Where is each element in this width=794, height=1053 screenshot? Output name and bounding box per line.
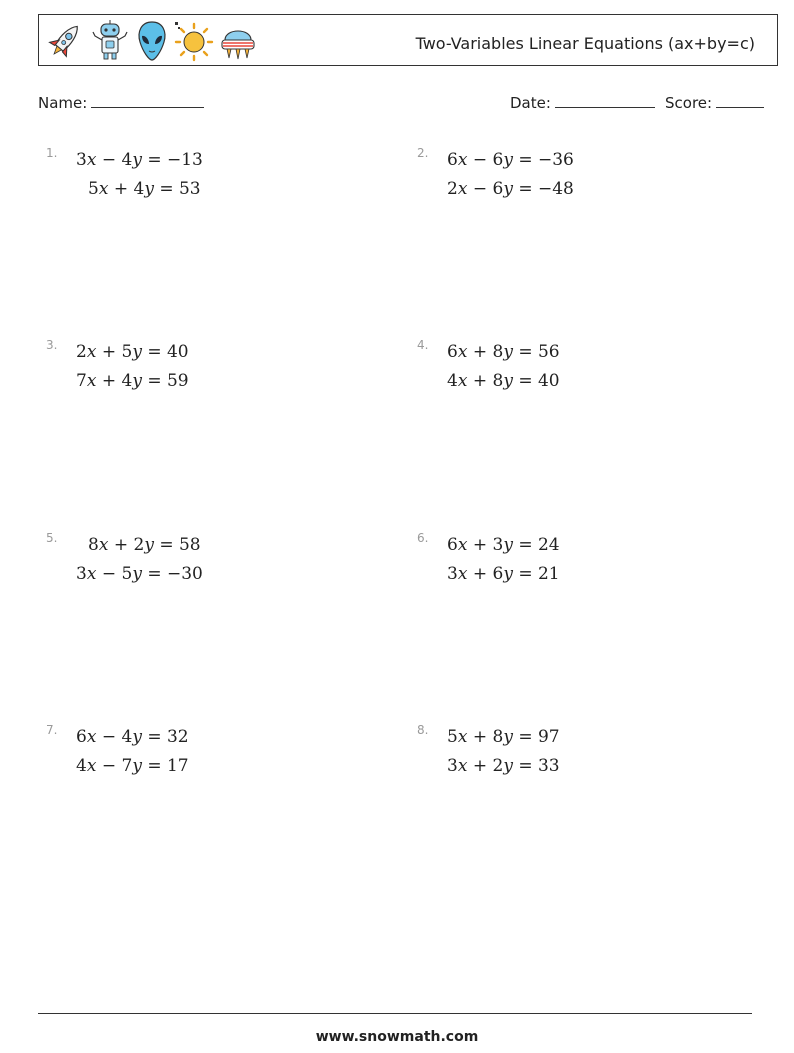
rhs: 59	[166, 371, 189, 391]
equation-1: 6x − 4y = 32	[76, 727, 189, 747]
equation-1: 8x + 2y = 58	[88, 535, 201, 555]
rhs: 56	[537, 342, 560, 362]
equation-2: 4x − 7y = 17	[76, 756, 189, 776]
equation-2: 7x + 4y = 59	[76, 371, 189, 391]
operator: +	[113, 179, 129, 199]
equation-1: 6x + 8y = 56	[447, 342, 560, 362]
var-y: y	[132, 371, 142, 391]
var-x: x	[86, 727, 97, 747]
rhs: 58	[178, 535, 201, 555]
coef-y: 2	[133, 535, 145, 555]
coef-y: 4	[133, 179, 145, 199]
date-field	[510, 93, 655, 112]
coef-y: 4	[121, 727, 133, 747]
var-x: x	[457, 727, 468, 747]
coef-x: 5	[88, 179, 99, 199]
problem-number: 8.	[417, 723, 429, 737]
problem-number: 2.	[417, 146, 429, 160]
equation-2: 3x + 2y = 33	[447, 756, 560, 776]
operator: +	[472, 371, 488, 391]
rhs: 97	[537, 727, 560, 747]
worksheet-title: Two-Variables Linear Equations (ax+by=c)	[415, 34, 755, 53]
coef-y: 3	[492, 535, 504, 555]
coef-x: 6	[447, 150, 458, 170]
coef-x: 3	[447, 564, 458, 584]
problem-number: 5.	[46, 531, 58, 545]
equation-1: 3x − 4y = −13	[76, 150, 203, 170]
var-y: y	[503, 371, 513, 391]
robot-icon	[89, 18, 131, 64]
var-x: x	[457, 179, 468, 199]
var-y: y	[503, 727, 513, 747]
rhs: 53	[178, 179, 201, 199]
equation-2: 3x + 6y = 21	[447, 564, 560, 584]
coef-x: 2	[447, 179, 458, 199]
score-field	[665, 93, 764, 112]
rocket-icon	[43, 18, 87, 64]
coef-y: 6	[492, 564, 504, 584]
worksheet-header	[38, 14, 778, 66]
coef-y: 8	[492, 342, 504, 362]
footer-divider	[38, 1013, 752, 1014]
equation-1: 6x − 6y = −36	[447, 150, 574, 170]
var-x: x	[98, 179, 109, 199]
var-x: x	[457, 371, 468, 391]
equation-1: 5x + 8y = 97	[447, 727, 560, 747]
operator: −	[101, 756, 117, 776]
coef-y: 4	[121, 150, 133, 170]
coef-y: 8	[492, 727, 504, 747]
equation-2: 3x − 5y = −30	[76, 564, 203, 584]
equation-2: 2x − 6y = −48	[447, 179, 574, 199]
problem-number: 1.	[46, 146, 58, 160]
name-label: Name:	[38, 94, 88, 112]
coef-x: 6	[447, 535, 458, 555]
rhs: 40	[537, 371, 560, 391]
var-y: y	[144, 179, 154, 199]
date-label: Date:	[510, 94, 551, 112]
rhs: −13	[166, 150, 203, 170]
coef-x: 2	[76, 342, 87, 362]
var-x: x	[457, 150, 468, 170]
operator: +	[101, 371, 117, 391]
operator: −	[472, 150, 488, 170]
var-y: y	[132, 727, 142, 747]
coef-x: 7	[76, 371, 87, 391]
header-icons	[43, 18, 259, 64]
operator: +	[472, 535, 488, 555]
var-x: x	[457, 564, 468, 584]
var-y: y	[503, 179, 513, 199]
coef-y: 7	[121, 756, 133, 776]
var-y: y	[503, 535, 513, 555]
coef-x: 3	[76, 564, 87, 584]
coef-x: 6	[447, 342, 458, 362]
footer-site-link[interactable]: www.snowmath.com	[315, 1029, 479, 1045]
var-x: x	[86, 342, 97, 362]
coef-y: 8	[492, 371, 504, 391]
name-field	[38, 93, 204, 112]
var-x: x	[457, 535, 468, 555]
problem-number: 4.	[417, 338, 429, 352]
var-y: y	[503, 342, 513, 362]
var-y: y	[132, 756, 142, 776]
score-label: Score:	[665, 94, 713, 112]
var-x: x	[457, 342, 468, 362]
operator: +	[472, 756, 488, 776]
var-y: y	[503, 150, 513, 170]
rhs: 21	[537, 564, 560, 584]
var-y: y	[132, 150, 142, 170]
operator: −	[101, 564, 117, 584]
sun-icon	[173, 18, 215, 64]
name-blank[interactable]	[91, 93, 204, 108]
coef-x: 4	[76, 756, 87, 776]
rhs: 40	[166, 342, 189, 362]
operator: +	[472, 727, 488, 747]
equation-1: 6x + 3y = 24	[447, 535, 560, 555]
rhs: 33	[537, 756, 560, 776]
coef-x: 4	[447, 371, 458, 391]
operator: −	[101, 727, 117, 747]
coef-x: 6	[76, 727, 87, 747]
coef-y: 5	[121, 342, 133, 362]
coef-x: 5	[447, 727, 458, 747]
coef-y: 6	[492, 150, 504, 170]
problem-number: 3.	[46, 338, 58, 352]
coef-y: 2	[492, 756, 504, 776]
spaceship-icon	[217, 18, 259, 64]
rhs: −36	[537, 150, 574, 170]
coef-y: 5	[121, 564, 133, 584]
operator: −	[472, 179, 488, 199]
var-x: x	[86, 371, 97, 391]
var-y: y	[132, 342, 142, 362]
var-y: y	[132, 564, 142, 584]
equation-2: 5x + 4y = 53	[88, 179, 201, 199]
rhs: 24	[537, 535, 560, 555]
operator: +	[472, 564, 488, 584]
equation-2: 4x + 8y = 40	[447, 371, 560, 391]
problem-number: 6.	[417, 531, 429, 545]
coef-x: 8	[88, 535, 99, 555]
operator: −	[101, 150, 117, 170]
var-x: x	[86, 756, 97, 776]
operator: +	[113, 535, 129, 555]
alien-icon	[133, 18, 171, 64]
rhs: 17	[166, 756, 189, 776]
coef-y: 4	[121, 371, 133, 391]
score-blank[interactable]	[716, 93, 764, 108]
problem-number: 7.	[46, 723, 58, 737]
equation-1: 2x + 5y = 40	[76, 342, 189, 362]
var-y: y	[144, 535, 154, 555]
var-x: x	[86, 564, 97, 584]
var-x: x	[98, 535, 109, 555]
var-x: x	[457, 756, 468, 776]
var-y: y	[503, 564, 513, 584]
coef-y: 6	[492, 179, 504, 199]
var-y: y	[503, 756, 513, 776]
var-x: x	[86, 150, 97, 170]
coef-x: 3	[76, 150, 87, 170]
rhs: 32	[166, 727, 189, 747]
operator: +	[101, 342, 117, 362]
rhs: −48	[537, 179, 574, 199]
coef-x: 3	[447, 756, 458, 776]
rhs: −30	[166, 564, 203, 584]
date-blank[interactable]	[555, 93, 655, 108]
operator: +	[472, 342, 488, 362]
